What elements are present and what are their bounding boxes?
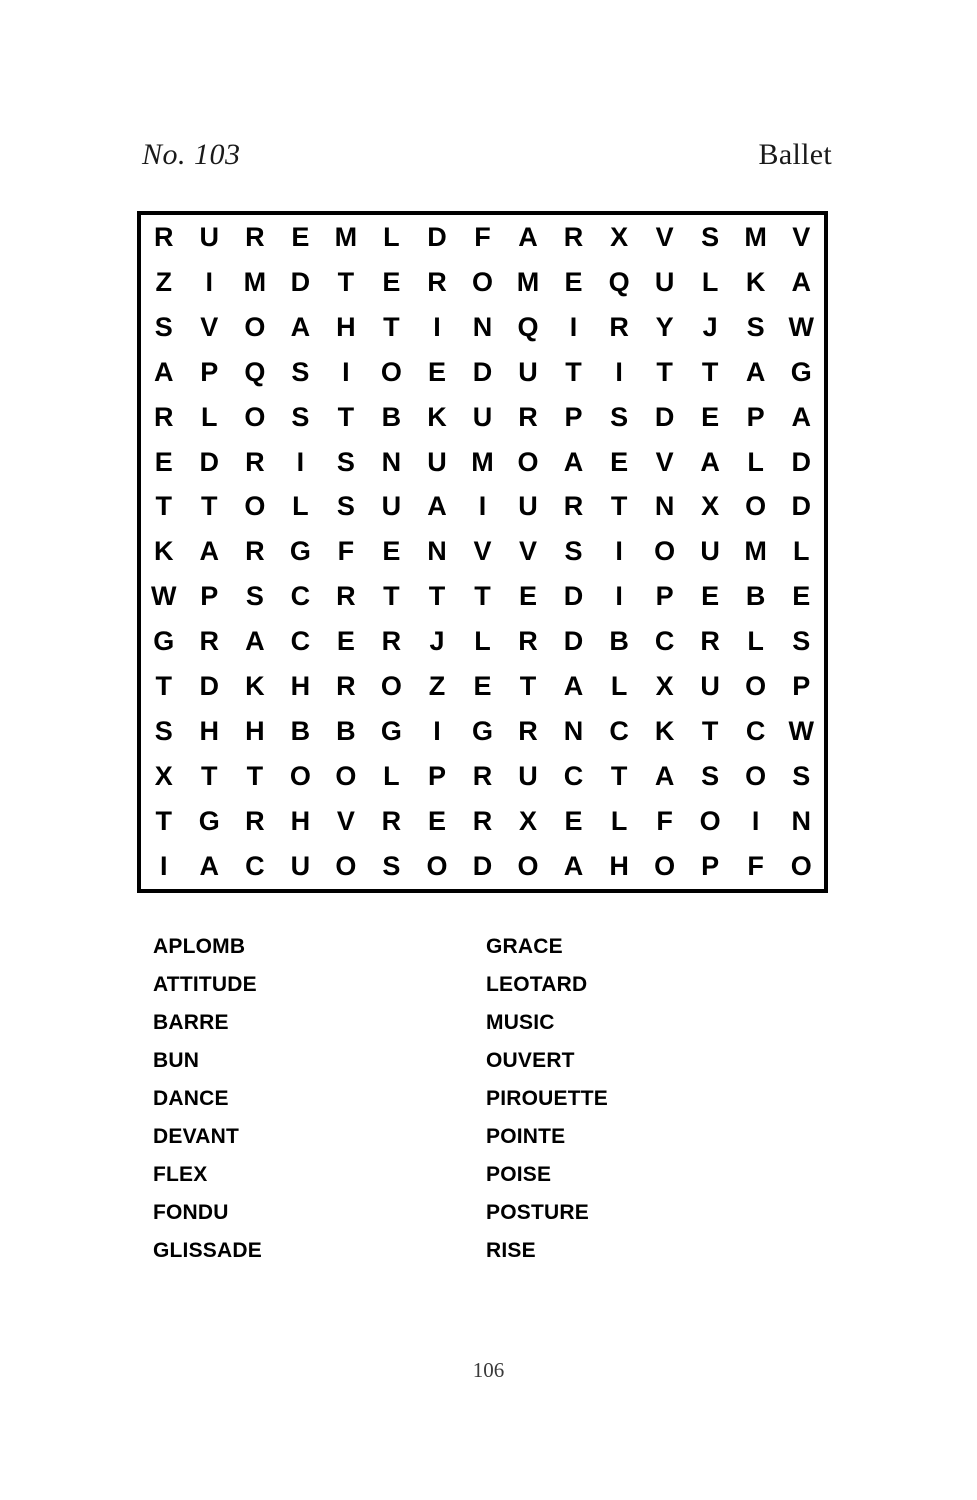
grid-cell[interactable]: R <box>563 221 584 252</box>
grid-cell[interactable]: D <box>563 581 584 612</box>
word-list-item[interactable]: GLISSADE <box>153 1239 262 1262</box>
grid-cell[interactable]: I <box>296 446 305 477</box>
grid-cell[interactable]: U <box>381 491 402 522</box>
grid-cell[interactable]: O <box>471 266 493 297</box>
grid-row <box>141 799 824 844</box>
page-header <box>142 128 832 172</box>
grid-cell[interactable]: M <box>334 221 358 252</box>
word-list-item[interactable]: FONDU <box>153 1201 229 1224</box>
grid-cell[interactable]: D <box>472 356 493 387</box>
grid-cell[interactable]: L <box>292 491 309 522</box>
grid-cell[interactable]: R <box>700 626 720 657</box>
grid-cell[interactable]: F <box>656 805 673 836</box>
grid-cell[interactable]: R <box>563 491 584 522</box>
grid-cell[interactable]: S <box>154 716 173 747</box>
grid-cell[interactable]: L <box>701 266 719 297</box>
grid-cell[interactable]: E <box>382 266 401 297</box>
grid-cell[interactable]: L <box>792 536 810 567</box>
word-list-item[interactable]: POINTE <box>486 1125 566 1148</box>
grid-cell[interactable]: S <box>792 761 811 792</box>
grid-row <box>141 215 824 260</box>
grid-cell[interactable]: E <box>382 536 401 567</box>
word-list <box>153 928 833 1270</box>
grid-cell[interactable]: T <box>474 581 491 612</box>
grid-cell[interactable]: S <box>336 446 355 477</box>
grid-cell[interactable]: U <box>518 356 538 387</box>
grid-cell[interactable]: O <box>335 850 357 881</box>
grid-cell[interactable]: S <box>154 311 173 342</box>
grid-cell[interactable]: R <box>427 266 447 297</box>
grid-cell[interactable]: U <box>199 221 220 252</box>
grid-cell[interactable]: S <box>291 356 310 387</box>
grid-cell[interactable]: P <box>200 581 219 612</box>
grid-cell[interactable]: T <box>656 356 673 387</box>
grid-cell[interactable]: V <box>336 805 355 836</box>
grid-cell[interactable]: M <box>516 266 540 297</box>
grid-cell[interactable]: M <box>744 221 767 252</box>
grid-cell[interactable]: R <box>381 805 402 836</box>
grid-cell[interactable]: U <box>700 671 720 702</box>
grid-cell[interactable]: R <box>154 221 174 252</box>
grid-cell[interactable]: S <box>610 401 629 432</box>
grid-cell[interactable]: T <box>701 716 719 747</box>
grid-cell[interactable]: I <box>615 536 623 567</box>
grid-cell[interactable]: P <box>200 356 219 387</box>
grid-cell[interactable]: A <box>654 761 675 792</box>
grid-cell[interactable]: N <box>427 536 447 567</box>
grid-cell[interactable]: O <box>517 446 539 477</box>
grid-cell[interactable]: S <box>382 850 401 881</box>
grid-cell[interactable]: I <box>433 716 441 747</box>
grid-cell[interactable]: O <box>790 850 812 881</box>
grid-cell[interactable]: F <box>474 221 491 252</box>
grid-cell[interactable]: U <box>518 761 538 792</box>
grid-cell[interactable]: Z <box>155 266 173 297</box>
grid-cell[interactable]: A <box>290 311 311 342</box>
grid-cell[interactable]: L <box>747 446 764 477</box>
grid-cell[interactable]: R <box>245 805 265 836</box>
grid-cell[interactable]: I <box>751 805 760 836</box>
grid-cell[interactable]: T <box>428 581 446 612</box>
grid-cell[interactable]: R <box>381 626 402 657</box>
grid-cell[interactable]: D <box>472 850 493 881</box>
grid-cell[interactable]: P <box>701 850 720 881</box>
grid-cell[interactable]: A <box>199 850 220 881</box>
grid-cell[interactable]: E <box>427 805 446 836</box>
grid-cell[interactable]: C <box>609 716 629 747</box>
grid-cell[interactable]: R <box>199 626 220 657</box>
grid-cell[interactable]: K <box>745 266 766 297</box>
grid-cell[interactable]: K <box>245 671 265 702</box>
grid-cell[interactable]: E <box>564 805 583 836</box>
grid-cell[interactable]: B <box>336 716 356 747</box>
grid-cell[interactable]: S <box>564 536 583 567</box>
grid-row <box>141 305 824 350</box>
word-list-item[interactable]: LEOTARD <box>486 973 588 996</box>
grid-cell[interactable]: V <box>473 536 492 567</box>
grid-cell[interactable]: E <box>154 446 173 477</box>
grid-cell[interactable]: W <box>151 581 177 612</box>
grid-cell[interactable]: P <box>746 401 765 432</box>
grid-cell[interactable]: O <box>654 850 676 881</box>
grid-cell[interactable]: O <box>380 356 402 387</box>
grid-cell[interactable]: U <box>427 446 447 477</box>
grid-cell[interactable]: A <box>154 356 174 387</box>
grid-cell[interactable]: G <box>153 626 175 657</box>
grid-cell[interactable]: A <box>563 850 584 881</box>
grid-cell[interactable]: A <box>700 446 720 477</box>
grid-cell[interactable]: E <box>792 581 811 612</box>
grid-cell[interactable]: G <box>198 805 220 836</box>
letter-grid-body <box>141 215 824 889</box>
grid-cell[interactable]: V <box>655 221 674 252</box>
grid-cell[interactable]: X <box>154 761 173 792</box>
grid-cell[interactable]: B <box>745 581 766 612</box>
grid-cell[interactable]: O <box>745 671 767 702</box>
grid-cell[interactable]: O <box>745 491 767 522</box>
grid-row <box>141 664 824 709</box>
grid-cell[interactable]: O <box>745 761 767 792</box>
grid-cell[interactable]: C <box>290 581 311 612</box>
grid-cell[interactable]: D <box>290 266 311 297</box>
grid-cell[interactable]: W <box>788 311 814 342</box>
grid-cell[interactable]: R <box>245 221 265 252</box>
grid-cell[interactable]: X <box>519 805 538 836</box>
grid-cell[interactable]: R <box>336 581 356 612</box>
grid-row <box>141 529 824 574</box>
grid-cell[interactable]: D <box>791 491 811 522</box>
word-list-column-right <box>486 928 816 1270</box>
page-footer <box>0 1358 977 1382</box>
grid-cell[interactable]: F <box>747 850 764 881</box>
grid-cell[interactable]: A <box>518 221 538 252</box>
grid-cell[interactable]: X <box>610 221 629 252</box>
grid-cell[interactable]: U <box>654 266 675 297</box>
grid-cell[interactable]: B <box>381 401 402 432</box>
grid-cell[interactable]: G <box>790 356 812 387</box>
grid-cell[interactable]: L <box>383 761 400 792</box>
grid-cell[interactable]: H <box>336 311 356 342</box>
grid-cell[interactable]: T <box>701 356 719 387</box>
word-list-item[interactable]: OUVERT <box>486 1049 575 1072</box>
grid-cell[interactable]: C <box>290 626 311 657</box>
grid-cell[interactable]: N <box>472 311 493 342</box>
grid-cell[interactable]: R <box>472 805 493 836</box>
letter-grid-table <box>141 215 824 889</box>
grid-cell[interactable]: L <box>747 626 764 657</box>
grid-cell[interactable]: N <box>563 716 584 747</box>
grid-cell[interactable]: O <box>335 761 357 792</box>
word-list-item[interactable]: PIROUETTE <box>486 1087 608 1110</box>
grid-cell[interactable]: S <box>792 626 811 657</box>
grid-cell[interactable]: N <box>791 805 811 836</box>
grid-cell[interactable]: V <box>792 221 811 252</box>
word-list-item[interactable]: ATTITUDE <box>153 973 257 996</box>
grid-cell[interactable]: N <box>654 491 675 522</box>
grid-cell[interactable]: D <box>427 221 447 252</box>
grid-cell[interactable]: Q <box>244 356 266 387</box>
grid-cell[interactable]: E <box>701 401 720 432</box>
grid-cell[interactable]: X <box>655 671 674 702</box>
word-list-item[interactable]: POISE <box>486 1163 552 1186</box>
puzzle-theme-title: Ballet <box>758 138 832 171</box>
grid-cell[interactable]: T <box>246 761 264 792</box>
grid-cell[interactable]: T <box>155 491 173 522</box>
grid-cell[interactable]: U <box>290 850 311 881</box>
word-list-item[interactable]: RISE <box>486 1239 536 1262</box>
grid-cell[interactable]: S <box>336 491 355 522</box>
grid-cell[interactable]: O <box>244 401 266 432</box>
word-list-item[interactable]: MUSIC <box>486 1011 555 1034</box>
word-list-item[interactable]: APLOMB <box>153 935 246 958</box>
grid-cell[interactable]: B <box>609 626 629 657</box>
grid-cell[interactable]: S <box>746 311 765 342</box>
grid-cell[interactable]: B <box>290 716 311 747</box>
grid-row <box>141 260 824 305</box>
word-list-item[interactable]: BARRE <box>153 1011 229 1034</box>
grid-cell[interactable]: I <box>433 311 441 342</box>
page-number: 106 <box>472 1358 505 1382</box>
grid-cell[interactable]: K <box>154 536 174 567</box>
grid-cell[interactable]: O <box>244 491 266 522</box>
grid-row <box>141 574 824 619</box>
grid-cell[interactable]: Q <box>517 311 539 342</box>
grid-row <box>141 395 824 440</box>
grid-cell[interactable]: O <box>426 850 448 881</box>
grid-cell[interactable]: C <box>563 761 584 792</box>
grid-cell[interactable]: T <box>201 761 218 792</box>
grid-cell[interactable]: T <box>383 311 400 342</box>
grid-cell[interactable]: I <box>160 850 168 881</box>
grid-cell[interactable]: C <box>654 626 675 657</box>
grid-cell[interactable]: T <box>155 671 173 702</box>
grid-cell[interactable]: O <box>244 311 266 342</box>
grid-cell[interactable]: T <box>201 491 218 522</box>
grid-cell[interactable]: T <box>337 401 355 432</box>
grid-cell[interactable]: O <box>699 805 721 836</box>
grid-cell[interactable]: E <box>701 581 720 612</box>
grid-cell[interactable]: T <box>337 266 355 297</box>
grid-cell[interactable]: U <box>518 491 538 522</box>
grid-cell[interactable]: A <box>563 446 584 477</box>
grid-cell[interactable]: X <box>701 491 720 522</box>
grid-cell[interactable]: V <box>519 536 538 567</box>
grid-cell[interactable]: M <box>744 536 767 567</box>
grid-cell[interactable]: F <box>337 536 355 567</box>
grid-cell[interactable]: A <box>427 491 447 522</box>
grid-cell[interactable]: T <box>155 805 173 836</box>
grid-cell[interactable]: K <box>654 716 675 747</box>
grid-cell[interactable]: T <box>383 581 400 612</box>
grid-cell[interactable]: S <box>701 221 720 252</box>
grid-row <box>141 350 824 395</box>
grid-cell[interactable]: E <box>291 221 310 252</box>
grid-cell[interactable]: E <box>519 581 538 612</box>
grid-row <box>141 440 824 485</box>
grid-cell[interactable]: S <box>291 401 310 432</box>
grid-cell[interactable]: A <box>563 671 584 702</box>
grid-cell[interactable]: R <box>518 626 538 657</box>
grid-cell[interactable]: H <box>290 671 311 702</box>
grid-cell[interactable]: G <box>289 536 311 567</box>
grid-cell[interactable]: M <box>243 266 267 297</box>
word-list-column-left <box>153 928 486 1270</box>
grid-cell[interactable]: T <box>565 356 582 387</box>
grid-cell[interactable]: L <box>383 221 400 252</box>
grid-cell[interactable]: S <box>701 761 720 792</box>
grid-cell[interactable]: C <box>745 716 766 747</box>
word-search-grid <box>137 211 828 893</box>
grid-row <box>141 709 824 754</box>
grid-cell[interactable]: T <box>610 491 628 522</box>
grid-cell[interactable]: A <box>199 536 220 567</box>
grid-cell[interactable]: P <box>564 401 583 432</box>
grid-cell[interactable]: E <box>336 626 355 657</box>
word-list-item[interactable]: FLEX <box>153 1163 208 1186</box>
grid-cell[interactable]: J <box>429 626 445 657</box>
grid-row <box>141 754 824 799</box>
grid-cell[interactable]: O <box>654 536 676 567</box>
word-list-item[interactable]: DANCE <box>153 1087 229 1110</box>
grid-cell[interactable]: S <box>245 581 264 612</box>
grid-cell[interactable]: E <box>473 671 492 702</box>
grid-cell[interactable]: Q <box>608 266 630 297</box>
grid-cell[interactable]: G <box>380 716 402 747</box>
grid-cell[interactable]: L <box>474 626 491 657</box>
grid-cell[interactable]: L <box>610 671 628 702</box>
grid-cell[interactable]: I <box>205 266 214 297</box>
grid-cell[interactable]: E <box>427 356 446 387</box>
grid-cell[interactable]: A <box>245 626 265 657</box>
grid-cell[interactable]: N <box>381 446 402 477</box>
grid-cell[interactable]: T <box>519 671 537 702</box>
grid-cell[interactable]: D <box>791 446 811 477</box>
grid-cell[interactable]: H <box>290 805 311 836</box>
grid-cell[interactable]: O <box>289 761 311 792</box>
grid-cell[interactable]: O <box>380 671 402 702</box>
grid-cell[interactable]: R <box>518 716 538 747</box>
grid-cell[interactable]: U <box>472 401 493 432</box>
grid-cell[interactable]: D <box>654 401 675 432</box>
grid-cell[interactable]: A <box>791 266 811 297</box>
grid-cell[interactable]: I <box>342 356 350 387</box>
word-list-item[interactable]: DEVANT <box>153 1125 239 1148</box>
grid-cell[interactable]: R <box>336 671 356 702</box>
grid-cell[interactable]: D <box>563 626 584 657</box>
grid-cell[interactable]: R <box>245 536 265 567</box>
grid-cell[interactable]: L <box>201 401 218 432</box>
grid-cell[interactable]: E <box>610 446 629 477</box>
grid-cell[interactable]: C <box>245 850 265 881</box>
grid-cell[interactable]: P <box>792 671 811 702</box>
grid-cell[interactable]: H <box>609 850 629 881</box>
grid-cell[interactable]: R <box>245 446 265 477</box>
grid-cell[interactable]: Z <box>428 671 446 702</box>
grid-cell[interactable]: V <box>200 311 219 342</box>
grid-cell[interactable]: L <box>610 805 628 836</box>
grid-cell[interactable]: I <box>478 491 487 522</box>
grid-cell[interactable]: W <box>788 716 814 747</box>
grid-cell[interactable]: E <box>564 266 583 297</box>
puzzle-number: No. 103 <box>142 138 241 171</box>
grid-cell[interactable]: H <box>245 716 265 747</box>
grid-cell[interactable]: U <box>700 536 720 567</box>
grid-cell[interactable]: P <box>427 761 446 792</box>
grid-cell[interactable]: I <box>615 356 623 387</box>
grid-cell[interactable]: T <box>610 761 628 792</box>
grid-cell[interactable]: G <box>471 716 493 747</box>
grid-row <box>141 619 824 664</box>
grid-cell[interactable]: A <box>791 401 811 432</box>
grid-cell[interactable]: D <box>199 446 220 477</box>
grid-cell[interactable]: R <box>609 311 629 342</box>
grid-row <box>141 844 824 889</box>
grid-cell[interactable]: P <box>655 581 674 612</box>
grid-row <box>141 485 824 530</box>
grid-cell[interactable]: J <box>702 311 718 342</box>
grid-cell[interactable]: R <box>518 401 538 432</box>
grid-cell[interactable]: V <box>655 446 674 477</box>
grid-cell[interactable]: R <box>472 761 493 792</box>
grid-cell[interactable]: I <box>569 311 578 342</box>
grid-cell[interactable]: H <box>199 716 220 747</box>
grid-cell[interactable]: R <box>154 401 174 432</box>
grid-cell[interactable]: K <box>427 401 447 432</box>
grid-cell[interactable]: D <box>199 671 220 702</box>
grid-cell[interactable]: O <box>517 850 539 881</box>
word-list-item[interactable]: POSTURE <box>486 1201 589 1224</box>
grid-cell[interactable]: A <box>745 356 766 387</box>
word-list-item[interactable]: BUN <box>153 1049 200 1072</box>
word-list-item[interactable]: GRACE <box>486 935 563 958</box>
grid-cell[interactable]: M <box>471 446 494 477</box>
grid-cell[interactable]: I <box>615 581 623 612</box>
grid-cell[interactable]: Y <box>655 311 674 342</box>
